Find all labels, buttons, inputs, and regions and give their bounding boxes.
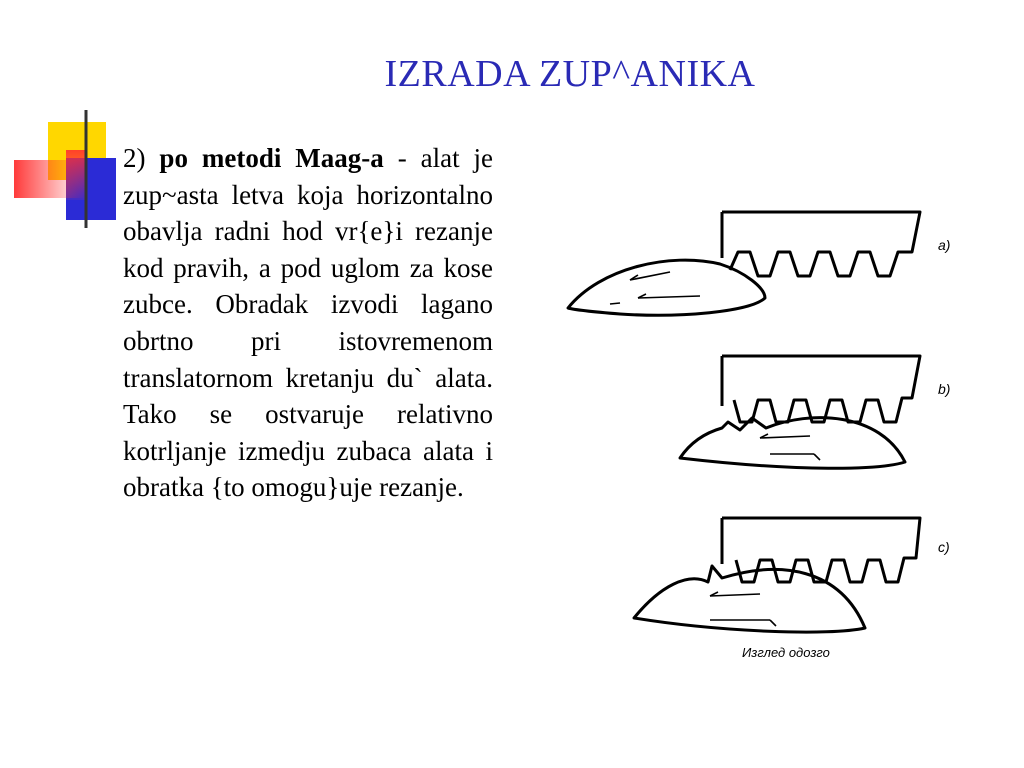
motion-arrows-c	[710, 592, 776, 626]
workpiece-a	[568, 260, 765, 315]
rack-tool-a	[722, 212, 920, 276]
figure-label-c: c)	[938, 539, 950, 555]
motion-arrows-a	[610, 272, 700, 304]
maag-method-diagram	[560, 200, 990, 670]
workpiece-c	[634, 566, 865, 632]
deco-red-fade	[66, 150, 86, 200]
method-description: - alat je zup~asta letva koja horizontalno obavlja radni hod vr{e}i rezanje kod pravih, a pod uglom za kose zubce. Obradak izvodi lagano obrtno pri istovremenom translatornom kretanju du` alata. Tako se ostvaruje relativno kotrljanje izmedju zubaca alata i obratka {to omogu}uje rezanje.	[123, 143, 493, 503]
rack-tool-b	[722, 356, 920, 422]
motion-arrows-b	[760, 434, 820, 460]
figure-caption: Изглед одозго	[742, 645, 830, 660]
workpiece-b	[680, 418, 905, 469]
body-paragraph	[123, 140, 493, 506]
figure-label-a: a)	[938, 237, 951, 253]
item-number: 2)	[123, 143, 160, 173]
method-name: po metodi Maag-a	[159, 143, 384, 173]
slide-title: IZRADA ZUP^ANIKA	[384, 53, 756, 95]
figure-label-b: b)	[938, 381, 951, 397]
